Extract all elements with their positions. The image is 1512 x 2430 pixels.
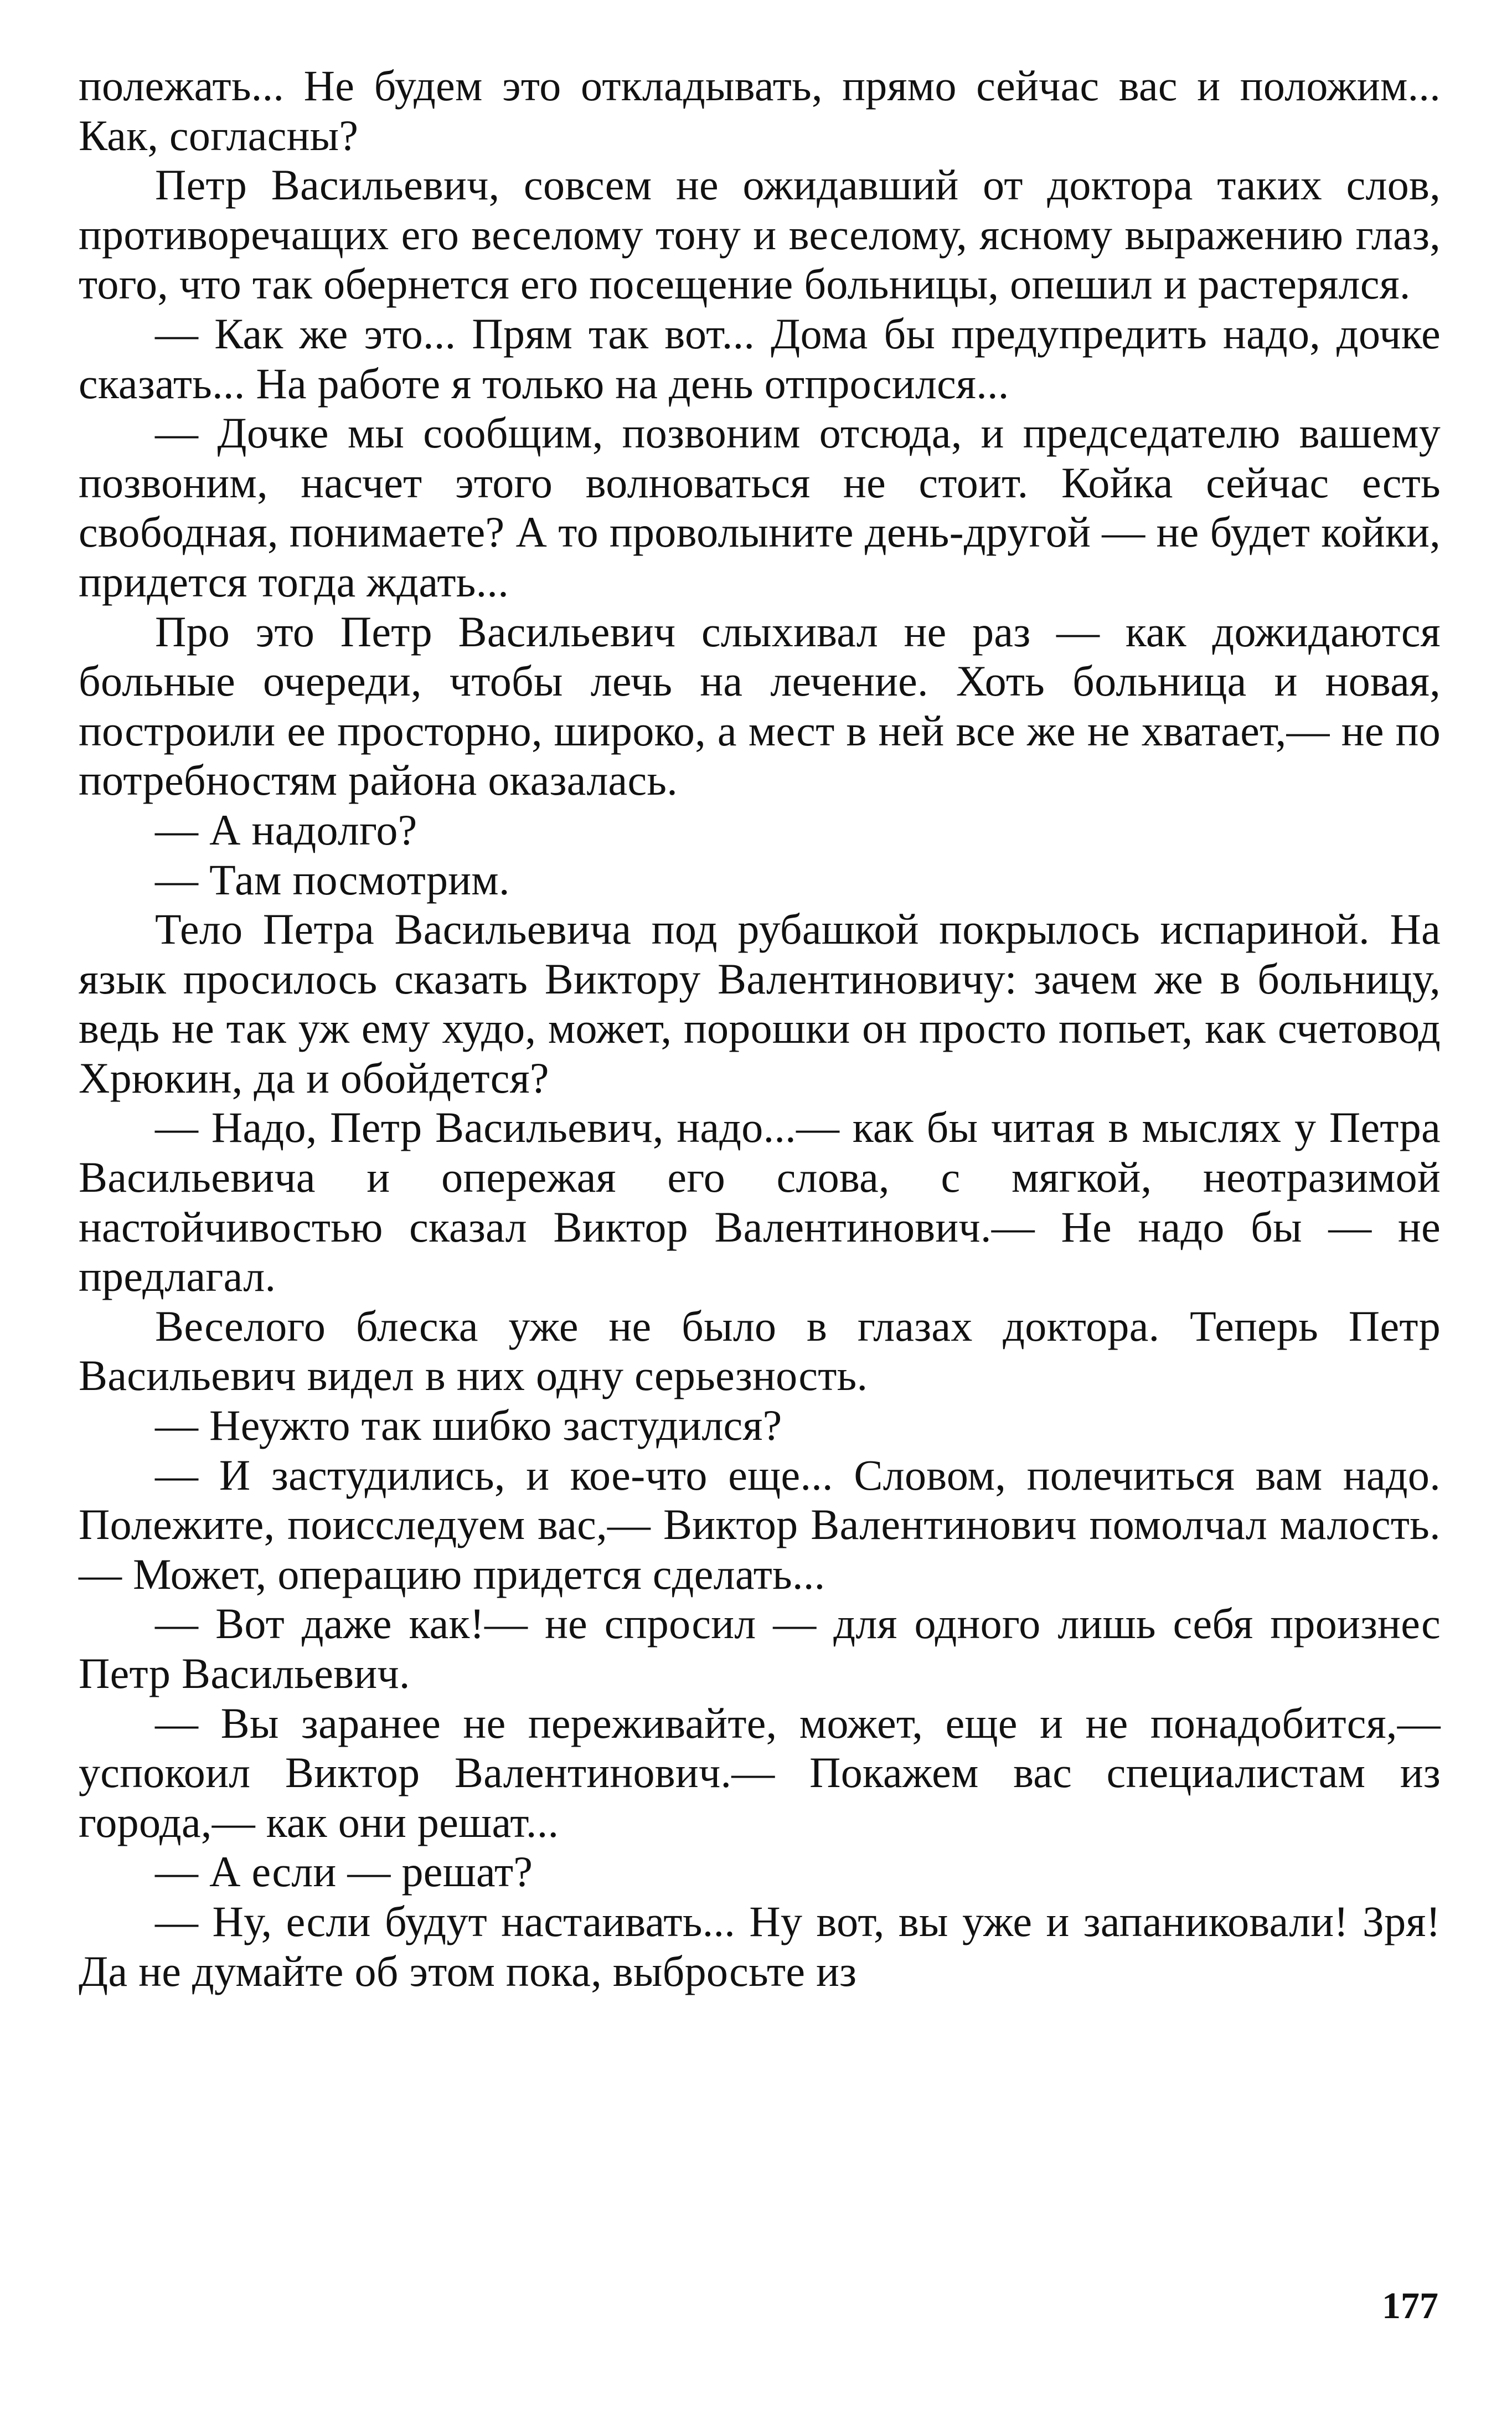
paragraph: полежать... Не будем это откладывать, прямо сейчас вас и положим... Как, согласны? xyxy=(79,61,1441,159)
paragraph: — А надолго? xyxy=(155,805,417,854)
paragraph: — Надо, Петр Васильевич, надо...— как бы читая в мыслях у Петра Васильевича и опережая его слова, с мягкой, неотразимой настойчивостью сказал Виктор Валентинович.— Не надо бы — не предлагал. xyxy=(79,1103,1441,1301)
paragraph: — Неужто так шибко застудился? xyxy=(155,1401,782,1450)
paragraph: — И застудились, и кое-что еще... Словом, полечиться вам надо. Полежите, поисследуем вас,— Виктор Валентинович помолчал малость.— Может, операцию придется сделать... xyxy=(79,1450,1441,1598)
paragraph: — Там посмотрим. xyxy=(155,855,510,904)
paragraph: Тело Петра Васильевича под рубашкой покрылось испариной. На язык просилось сказать Виктору Валентиновичу: зачем же в больницу, ведь не так уж ему худо, может, порошки он просто попьет, как счетовод Хрюкин, да и обойдется? xyxy=(79,905,1441,1102)
paragraph: Веселого блеска уже не было в глазах доктора. Теперь Петр Васильевич видел в них одну серьезность. xyxy=(79,1301,1441,1400)
paragraph: — Дочке мы сообщим, позвоним отсюда, и председателю вашему позвоним, насчет этого волноваться не стоит. Койка сейчас есть свободная, понимаете? А то проволыните день-другой — не будет койки, придется тогда ждать... xyxy=(79,409,1441,606)
page-number: 177 xyxy=(1382,2284,1438,2326)
paragraph: — Как же это... Прям так вот... Дома бы предупредить надо, дочке сказать... На работе я только на день отпросился... xyxy=(79,309,1441,408)
book-page xyxy=(79,61,1441,1996)
paragraph: — Вот даже как!— не спросил — для одного лишь себя произнес Петр Васильевич. xyxy=(79,1599,1441,1697)
paragraph: Петр Васильевич, совсем не ожидавший от доктора таких слов, противоречащих его веселому тону и веселому, ясному выражению глаз, того, что так обернется его посещение больницы, опешил и растерялся. xyxy=(79,161,1441,308)
paragraph: Про это Петр Васильевич слыхивал не раз — как дожидаются больные очереди, чтобы лечь на лечение. Хоть больница и новая, построили ее просторно, широко, а мест в ней все же не хватает,— не по потребностям района оказалась. xyxy=(79,607,1441,805)
paragraph: — А если — решат? xyxy=(155,1847,533,1896)
paragraph: — Вы заранее не переживайте, может, еще и не понадобится,— успокоил Виктор Валентинович.— Покажем вас специалистам из города,— как они решат... xyxy=(79,1698,1441,1846)
paragraph: — Ну, если будут настаивать... Ну вот, вы уже и запаниковали! Зря! Да не думайте об этом пока, выбросьте из xyxy=(79,1897,1441,1995)
